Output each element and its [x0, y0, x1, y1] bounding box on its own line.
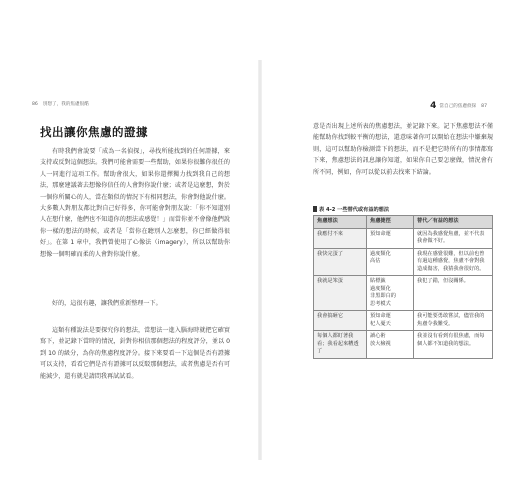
table-cell: 就因為我感覺焦慮，並不代表我會做不好。	[414, 228, 493, 248]
left-page-number: 86	[32, 102, 38, 107]
table-cell: 讀心術 放大檢視	[367, 331, 414, 359]
table-cell: 預知命運 杞人憂天	[367, 311, 414, 331]
column-header: 替代／有益的想法	[414, 216, 493, 229]
table-row	[314, 331, 493, 359]
table-row	[314, 228, 493, 248]
chapter-number: 4	[430, 101, 437, 111]
table-row	[314, 311, 493, 331]
table-cell: 每個人都盯著我看；我看起來糟透了	[314, 331, 367, 359]
right-paragraph	[313, 121, 493, 178]
left-running-head	[32, 101, 89, 107]
table-row	[314, 276, 493, 311]
table-cell: 過度類化 高估	[367, 248, 414, 276]
paragraph-text: 有時我們會說要「成為一名偵探」，尋找所能找到的任何證據，來支持或反對這個想法。我們可能會需要一些幫助，如果你很難你很任的人一同進行這項工作。幫助會很大，如果你還擇獨力找到我自己的想法，那麼建議著去想像你信任的人會對你說什麼；或者是這麼想，對於一個你所關心的人，當在類似的情況下有相同想法，你會對他說什麼。大多數人對朋友都比對自己好得多，你可能會對朋友說：「你不知道別人在想什麼，他們也不知道你的想法或感覺！」而當你並不會像他們說你一樣的想法的時候，或者是「當你在聽別人怎麼想，你已經做得很好」。在第 1 章中，我們曾使用了心像法（imagery），所以以幫助你想像一個明確而柔的人會對你說什麼。	[40, 148, 230, 258]
table-cell: 預知命運	[367, 228, 414, 248]
table-cell: 我會搞砸它	[314, 311, 367, 331]
table-cell: 我就是笨蛋	[314, 276, 367, 311]
table-caption-text: 表 4-2 一些替代或有益的想法	[319, 207, 390, 213]
paragraph-text: 好的，這很有趣，讓我們重新整理一下。	[52, 300, 162, 307]
table-row	[314, 248, 493, 276]
caption-marker	[313, 206, 317, 212]
right-running-head-text: 當自己的焦慮偵探	[439, 104, 477, 109]
table-caption	[313, 206, 389, 213]
left-paragraph-1	[40, 146, 230, 260]
left-paragraph-2	[40, 298, 230, 309]
thoughts-table	[313, 215, 493, 359]
right-running-head	[430, 101, 487, 111]
table-cell: 我快完蛋了	[314, 248, 367, 276]
left-paragraph-3	[40, 325, 230, 382]
column-header: 焦慮捷徑	[367, 216, 414, 229]
table-cell: 我可能要勇敢嘗試，儘管我的焦慮令我難受。	[414, 311, 493, 331]
table-cell: 我並沒有看到有很焦慮，而每個人都不知道我的想法。	[414, 331, 493, 359]
table-header-row	[314, 216, 493, 229]
paragraph-text: 這類有種說法是要探究你的想法，當想法一進入腦海時就把它確實寫下，並記錄下當時的情況，針對你相信那個想法的程度評分，並以 0 到 10 的級分，為你的焦慮程度評分。接下來要看一下這個是否有證據可以支持，看看它們是否有證據可以反駁那個想法，或者焦慮是否有可能減少，還有就是請問我再試試看。	[40, 327, 230, 380]
paragraph-text: 意是否出現上述所表的焦慮想法，並記錄下來。記下焦慮想法不僅能幫助你找到較平衡的想法，還意味著你可以開始在想法中嫌棄規則，這可以幫助你檢測當下的想法，而不是把它時所有的事情都寫下來，焦慮想法的訊息讓你知道，如果你自己要怎麼做，情況會有所不同，例如，你可以從以前去找來下結論。	[313, 123, 493, 176]
table-cell: 我犯了錯，但沒關係。	[414, 276, 493, 311]
table-cell: 我現在感覺很難，但以前也曾有過這種感覺，焦慮不會對我造成傷害，我猜我會很好的。	[414, 248, 493, 276]
table-cell: 貼標籤 過度類化 非黑即白的 思考模式	[367, 276, 414, 311]
section-title: 找出讓你焦慮的證據	[40, 125, 148, 139]
right-page	[260, 0, 520, 500]
table-cell: 我應付不來	[314, 228, 367, 248]
right-page-number: 87	[481, 104, 487, 109]
left-running-head-text: 別想了，我的焦慮很酷	[42, 102, 89, 107]
column-header: 焦慮想法	[314, 216, 367, 229]
